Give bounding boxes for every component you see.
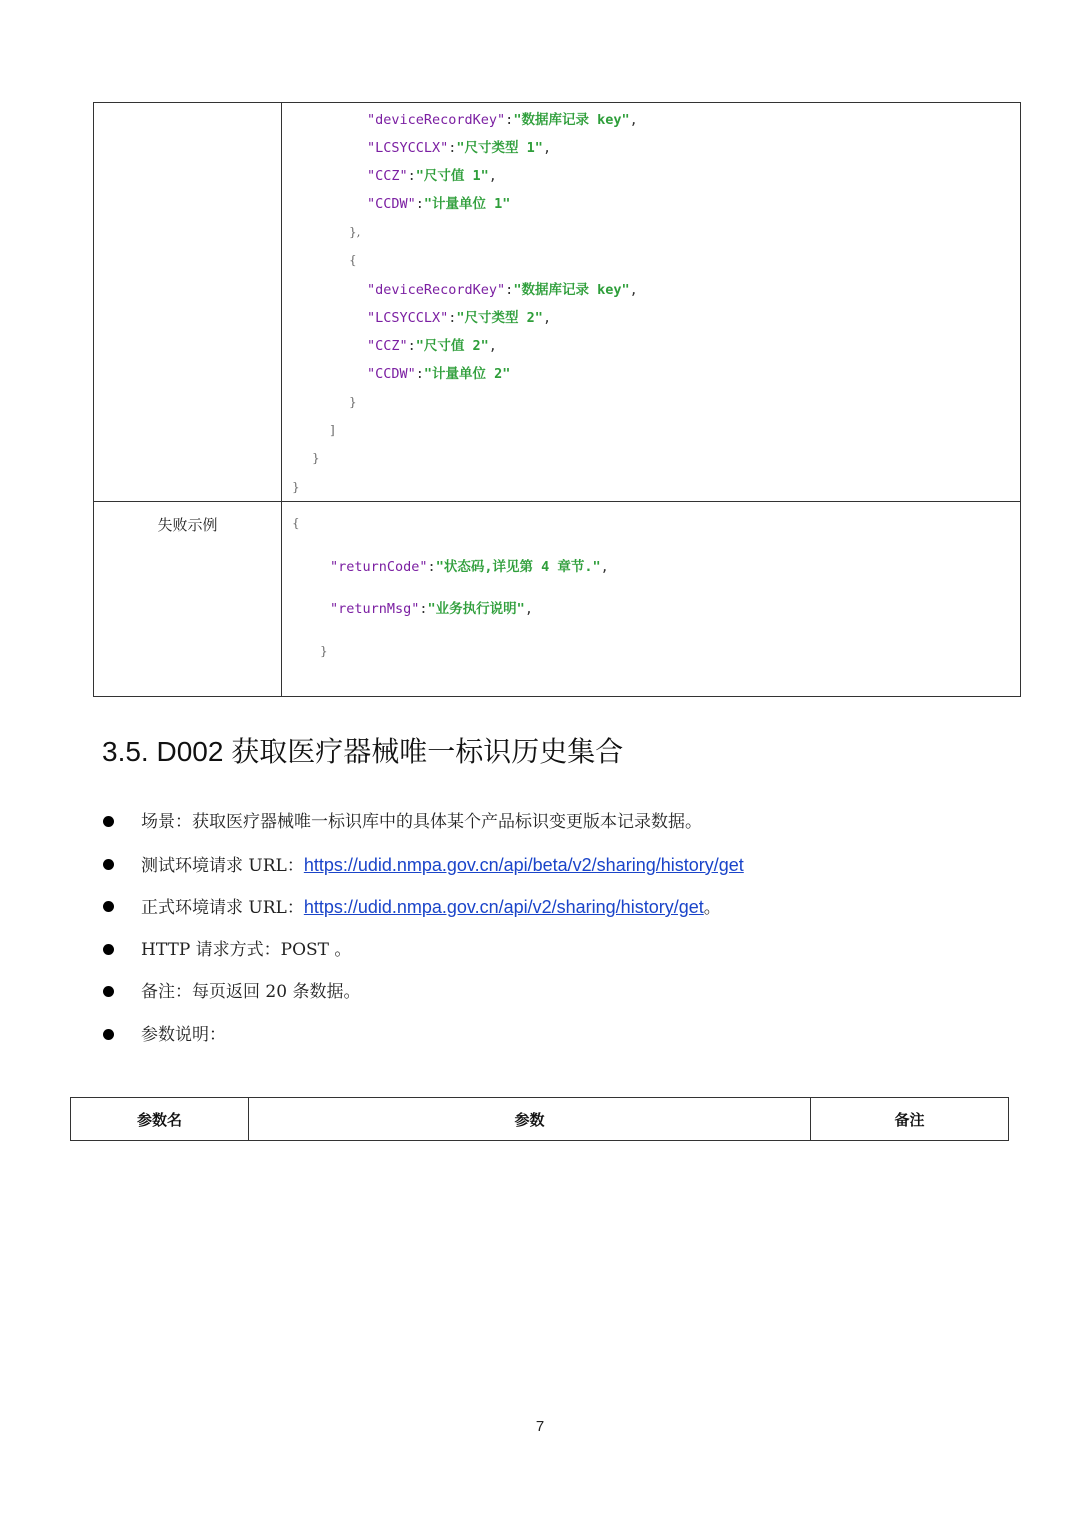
list-item: 测试环境请求 URL：https://udid.nmpa.gov.cn/api/beta/v2/sharing/history/get [103, 852, 744, 895]
bullet-list [103, 809, 744, 1064]
code-line: "LCSYCCLX":"尺寸类型 1", [367, 140, 552, 156]
bullet-dot-icon [103, 859, 114, 870]
code-brace: } [292, 480, 300, 494]
bullet-dot-icon [103, 816, 114, 827]
bullet-dot-icon [103, 1029, 114, 1040]
code-line: "returnMsg":"业务执行说明", [330, 601, 533, 617]
code-brace: } [349, 395, 357, 409]
code-brace: ] [330, 423, 335, 437]
code-line: "CCDW":"计量单位 2" [367, 366, 511, 382]
code-brace: { [349, 253, 357, 267]
column-header-param-name: 参数名 [71, 1098, 249, 1140]
response-example-table [93, 102, 1021, 697]
list-item: 备注：每页返回 20 条数据。 [103, 979, 744, 1022]
list-item: HTTP 请求方式：POST 。 [103, 937, 744, 980]
code-brace: { [292, 516, 300, 530]
page-number: 7 [535, 1418, 545, 1435]
section-title: 3.5. D002 获取医疗器械唯一标识历史集合 [102, 736, 624, 767]
list-item: 场景：获取医疗器械唯一标识库中的具体某个产品标识变更版本记录数据。 [103, 809, 744, 852]
success-example-row [94, 103, 1020, 502]
code-line: "CCZ":"尺寸值 2", [367, 338, 497, 354]
prod-url-link[interactable]: https://udid.nmpa.gov.cn/api/v2/sharing/history/get [303, 897, 704, 917]
code-line: "CCZ":"尺寸值 1", [367, 168, 497, 184]
test-url-link[interactable]: https://udid.nmpa.gov.cn/api/beta/v2/sharing/history/get [303, 854, 744, 875]
code-line: "LCSYCCLX":"尺寸类型 2", [367, 310, 552, 326]
code-brace: }, [349, 225, 361, 239]
list-item: 参数说明： [103, 1022, 744, 1065]
bullet-dot-icon [103, 944, 114, 955]
param-table-header [70, 1097, 1009, 1141]
code-line: "deviceRecordKey":"数据库记录 key", [367, 112, 638, 128]
failure-example-label: 失败示例 [157, 516, 218, 534]
list-item: 正式环境请求 URL：https://udid.nmpa.gov.cn/api/v2/sharing/history/get。 [103, 894, 744, 937]
code-line: "deviceRecordKey":"数据库记录 key", [367, 282, 638, 298]
bullet-dot-icon [103, 986, 114, 997]
failure-example-row [94, 502, 1020, 696]
code-line: "returnCode":"状态码,详见第 4 章节.", [330, 559, 609, 575]
code-brace: } [320, 644, 328, 658]
bullet-dot-icon [103, 901, 114, 912]
column-header-param: 参数 [249, 1098, 811, 1140]
code-brace: } [312, 451, 320, 465]
code-line: "CCDW":"计量单位 1" [367, 196, 511, 212]
column-header-note: 备注 [894, 1110, 925, 1129]
